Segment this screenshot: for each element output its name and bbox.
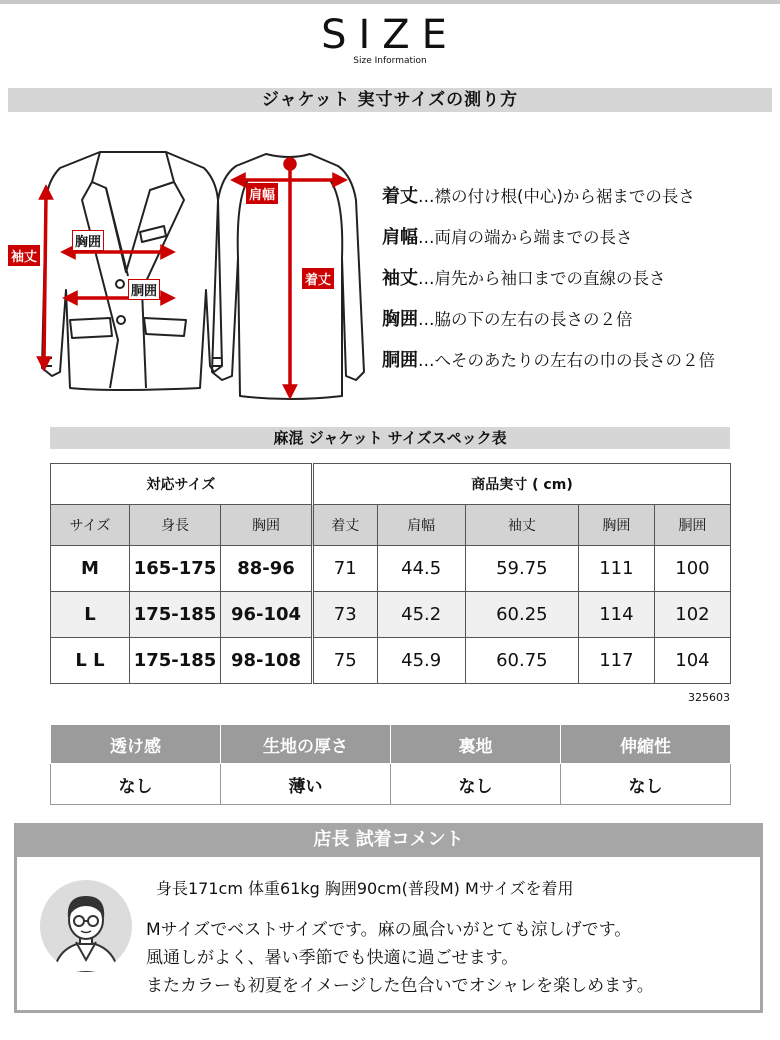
table-cell: M	[51, 546, 130, 592]
table-cell: 165-175	[130, 546, 221, 592]
column-header: 着丈	[313, 505, 378, 546]
table-cell: 73	[313, 592, 378, 638]
table-cell: 111	[578, 546, 654, 592]
table-cell: 175-185	[130, 592, 221, 638]
label-waist: 胴囲	[128, 279, 160, 300]
top-divider	[0, 0, 780, 4]
feature-value: なし	[391, 764, 561, 805]
jacket-diagram	[0, 140, 370, 410]
label-chest: 胸囲	[72, 230, 104, 251]
table-cell: 45.2	[377, 592, 465, 638]
measure-section-title: ジャケット 実寸サイズの測り方	[8, 88, 772, 112]
table-cell: 60.75	[465, 638, 578, 684]
table-cell: 44.5	[377, 546, 465, 592]
table-row	[51, 592, 731, 638]
feature-header: 伸縮性	[561, 725, 731, 764]
table-row	[51, 546, 731, 592]
page-title: SIZE	[321, 12, 459, 58]
column-header: 身長	[130, 505, 221, 546]
column-header: 胸囲	[578, 505, 654, 546]
table-cell: 100	[654, 546, 730, 592]
comment-line: 風通しがよく、暑い季節でも快適に過ごせます。	[146, 948, 519, 968]
comment-line: またカラーも初夏をイメージした色合いでオシャレを楽しめます。	[146, 976, 654, 996]
comment-line: Mサイズでベストサイズです。麻の風合いがとても涼しげです。	[146, 920, 632, 940]
table-cell: 117	[578, 638, 654, 684]
comment-text	[146, 916, 654, 1000]
measure-definitions	[382, 182, 778, 387]
table-cell: 104	[654, 638, 730, 684]
spec-section-title: 麻混 ジャケット サイズスペック表	[50, 427, 730, 449]
table-cell: 114	[578, 592, 654, 638]
tester-profile: 身長171cm 体重61kg 胸囲90cm(普段M) Mサイズを着用	[156, 879, 574, 898]
label-length: 着丈	[302, 268, 334, 289]
definition-item: 袖丈…肩先から袖口までの直線の長さ	[382, 268, 666, 289]
size-spec-table	[50, 463, 731, 684]
feature-value: なし	[561, 764, 731, 805]
table-cell: 102	[654, 592, 730, 638]
table-cell: 59.75	[465, 546, 578, 592]
column-header: 胴囲	[654, 505, 730, 546]
table-cell: L	[51, 592, 130, 638]
feature-header: 生地の厚さ	[221, 725, 391, 764]
column-header: 胸囲	[221, 505, 313, 546]
definition-item: 胴囲…へそのあたりの左右の巾の長さの２倍	[382, 350, 715, 371]
table-cell: 88-96	[221, 546, 313, 592]
definition-item: 肩幅…両肩の端から端までの長さ	[382, 227, 633, 248]
table-cell: 60.25	[465, 592, 578, 638]
table-cell: 98-108	[221, 638, 313, 684]
label-sleeve: 袖丈	[8, 245, 40, 266]
table-cell: 96-104	[221, 592, 313, 638]
label-shoulder: 肩幅	[246, 183, 278, 204]
table-cell: 175-185	[130, 638, 221, 684]
feature-header: 裏地	[391, 725, 561, 764]
comment-title: 店長 試着コメント	[14, 823, 763, 857]
feature-value: 薄い	[221, 764, 391, 805]
definition-item: 着丈…襟の付け根(中心)から裾までの長さ	[382, 186, 695, 207]
group-header-actual: 商品実寸 ( cm)	[313, 464, 731, 505]
page-subtitle: Size Information	[353, 56, 427, 66]
definition-item: 胸囲…脇の下の左右の長さの２倍	[382, 309, 633, 330]
feature-value: なし	[51, 764, 221, 805]
table-cell: 71	[313, 546, 378, 592]
column-header: サイズ	[51, 505, 130, 546]
column-header: 袖丈	[465, 505, 578, 546]
table-cell: 75	[313, 638, 378, 684]
avatar	[40, 880, 132, 972]
product-code: 325603	[688, 691, 730, 704]
feature-header: 透け感	[51, 725, 221, 764]
group-header-fit: 対応サイズ	[51, 464, 313, 505]
table-cell: 45.9	[377, 638, 465, 684]
table-cell: L L	[51, 638, 130, 684]
column-header: 肩幅	[377, 505, 465, 546]
fabric-features-table	[50, 724, 731, 805]
table-row	[51, 638, 731, 684]
